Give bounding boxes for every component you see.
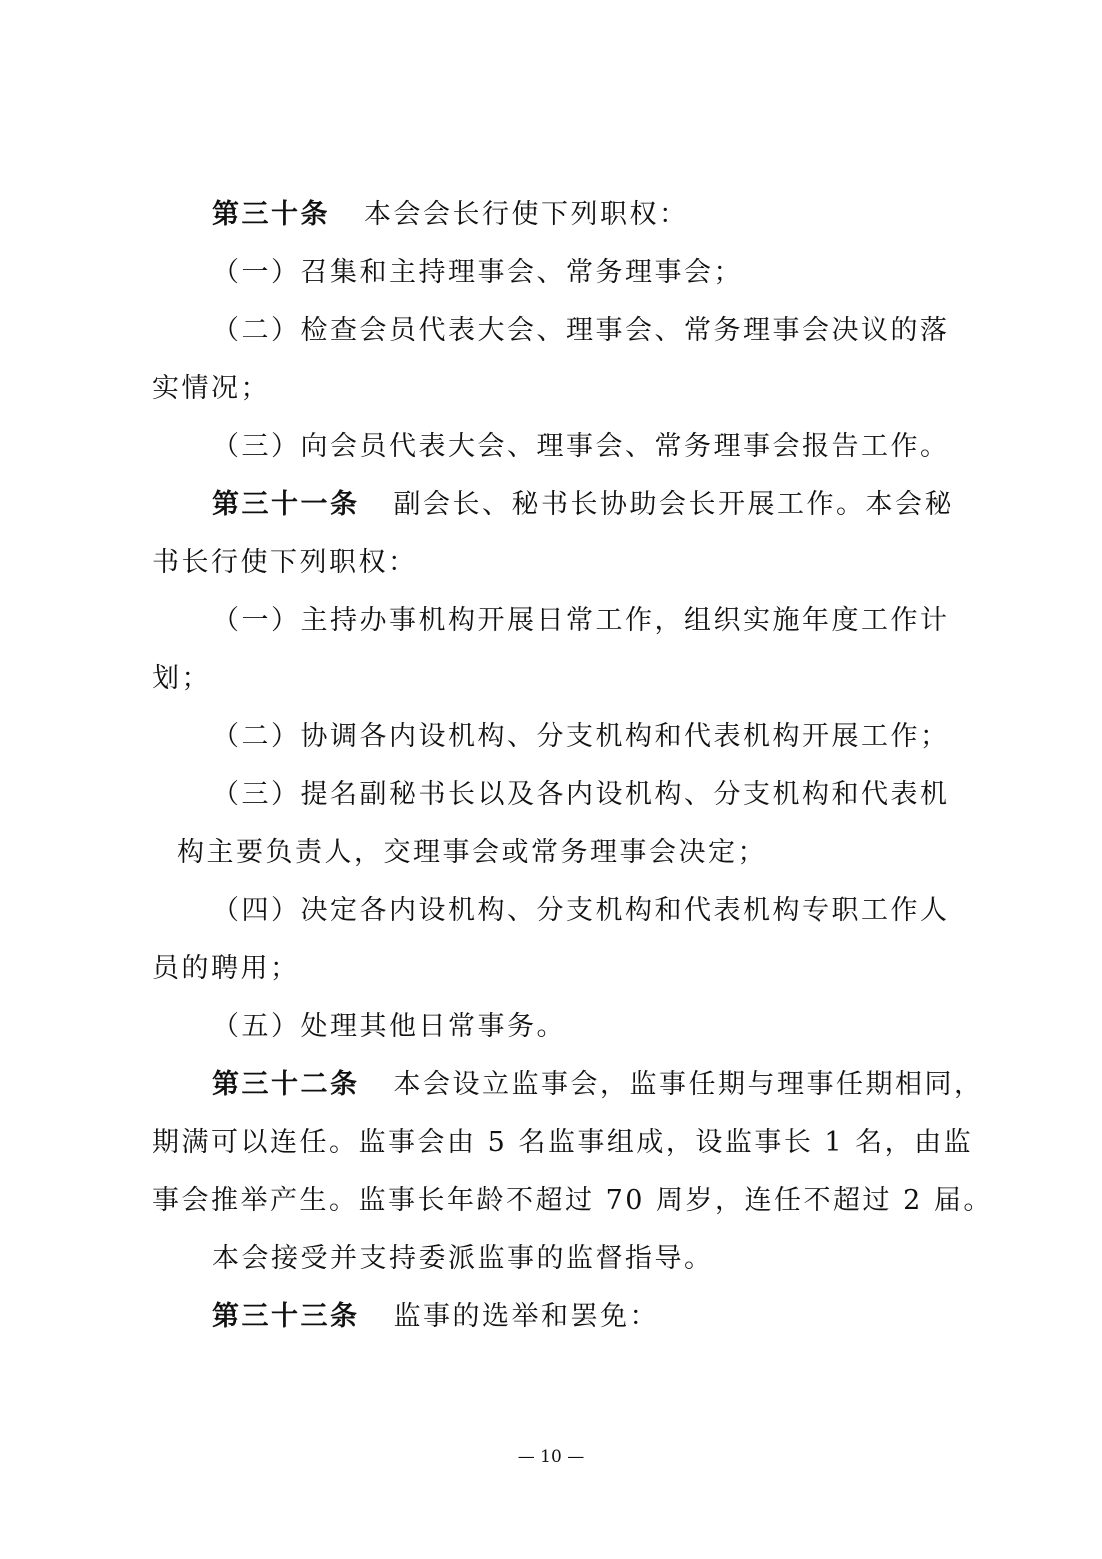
article-30-item-2-cont: 实情况； — [152, 373, 270, 404]
article-33-heading: 第三十三条 — [212, 1301, 360, 1332]
article-31-text-2: 书长行使下列职权： — [152, 547, 418, 578]
article-33 — [212, 1297, 1022, 1337]
article-31-heading: 第三十一条 — [212, 489, 360, 520]
article-30 — [212, 195, 1022, 235]
article-30-item-2: （二）检查会员代表大会、理事会、常务理事会决议的落 — [212, 315, 950, 346]
article-31-item-1-cont: 划； — [152, 663, 211, 694]
article-30-item-1: （一）召集和主持理事会、常务理事会； — [212, 257, 743, 288]
article-31-item-3: （三）提名副秘书长以及各内设机构、分支机构和代表机 — [212, 779, 950, 810]
article-31-item-4-cont: 员的聘用； — [152, 953, 300, 984]
article-30-text: 本会会长行使下列职权： — [364, 199, 689, 230]
article-31-item-1: （一）主持办事机构开展日常工作，组织实施年度工作计 — [212, 605, 950, 636]
page-number: — 10 — — [517, 1447, 585, 1467]
article-32-text-2: 期满可以连任。监事会由 5 名监事组成，设监事长 1 名，由监 — [152, 1127, 974, 1158]
article-32-heading: 第三十二条 — [212, 1069, 360, 1100]
article-32-text-4: 本会接受并支持委派监事的监督指导。 — [212, 1243, 714, 1274]
article-30-item-3: （三）向会员代表大会、理事会、常务理事会报告工作。 — [212, 431, 950, 462]
article-32-text-3: 事会推举产生。监事长年龄不超过 70 周岁，连任不超过 2 届。 — [152, 1185, 993, 1216]
article-31-text-1: 副会长、秘书长协助会长开展工作。本会秘 — [393, 489, 954, 520]
article-31-item-4: （四）决定各内设机构、分支机构和代表机构专职工作人 — [212, 895, 950, 926]
article-31-item-5: （五）处理其他日常事务。 — [212, 1011, 566, 1042]
article-31 — [212, 485, 1022, 525]
article-32-text-1: 本会设立监事会，监事任期与理事任期相同， — [393, 1069, 984, 1100]
article-33-text: 监事的选举和罢免： — [393, 1301, 659, 1332]
article-32 — [212, 1065, 1022, 1105]
article-30-heading: 第三十条 — [212, 199, 330, 230]
article-31-item-2: （二）协调各内设机构、分支机构和代表机构开展工作； — [212, 721, 950, 752]
article-31-item-3-cont: 构主要负责人，交理事会或常务理事会决定； — [177, 837, 767, 868]
